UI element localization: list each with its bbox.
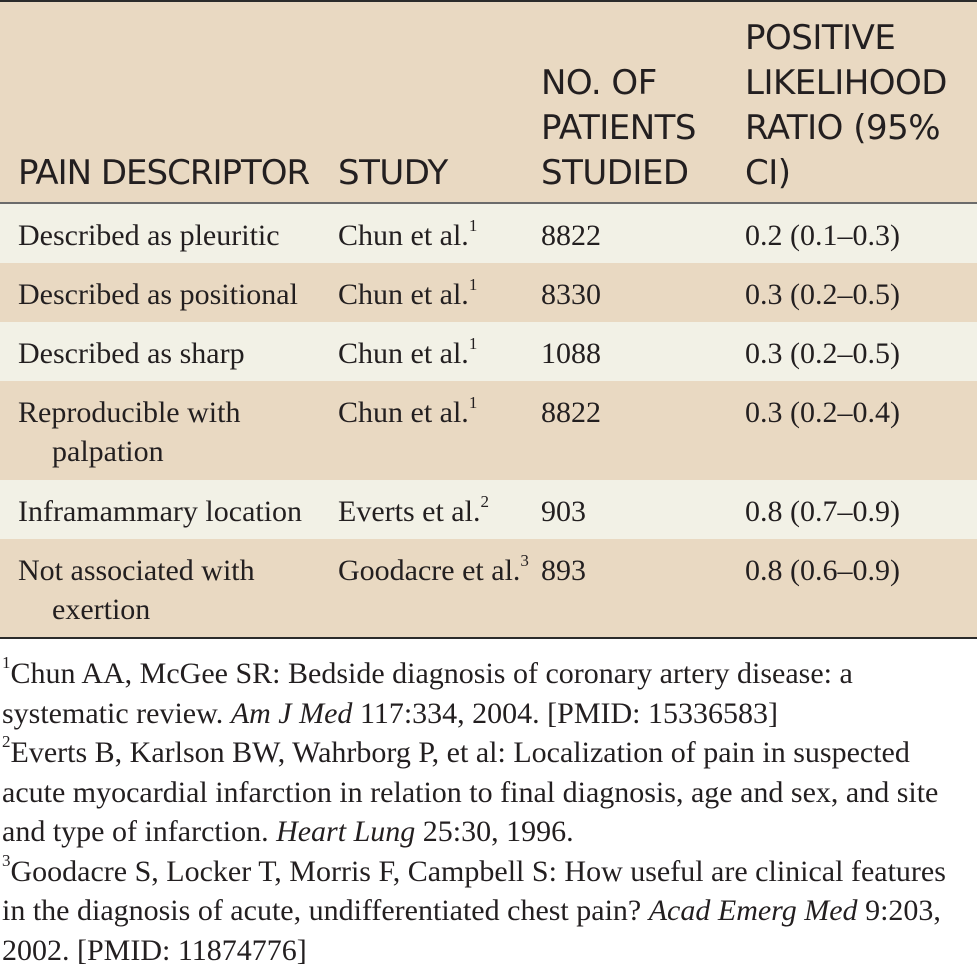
cell-study: Everts et al.$^2$ bbox=[338, 480, 541, 539]
table-body bbox=[0, 203, 977, 638]
journal-name: Acad Emerg Med bbox=[649, 894, 858, 927]
cell-patients: 903 bbox=[541, 480, 745, 539]
cell-patients: 1088 bbox=[541, 322, 745, 381]
reference-marker: 3 bbox=[520, 551, 529, 570]
journal-name: Am J Med bbox=[231, 697, 353, 730]
cell-study: Chun et al.$^1$ bbox=[338, 381, 541, 480]
cell-patients: 8822 bbox=[541, 203, 745, 263]
footnotes bbox=[2, 654, 972, 970]
reference-marker: 2 bbox=[480, 492, 489, 511]
cell-descriptor: Described as positional bbox=[0, 263, 338, 322]
reference-marker: 1 bbox=[469, 334, 478, 353]
footnote-number: 3 bbox=[2, 851, 11, 870]
cell-patients: 8330 bbox=[541, 263, 745, 322]
reference-marker: 1 bbox=[469, 275, 478, 294]
header-study: STUDY bbox=[338, 1, 541, 203]
table-row bbox=[0, 322, 977, 381]
footnote-number: 1 bbox=[2, 653, 11, 672]
cell-descriptor: Described as sharp bbox=[0, 322, 338, 381]
header-likelihood-ratio: POSITIVE LIKELIHOOD RATIO (95% CI) bbox=[745, 1, 977, 203]
table-row bbox=[0, 203, 977, 263]
cell-likelihood-ratio: 0.2 (0.1–0.3) bbox=[745, 203, 977, 263]
table-row bbox=[0, 480, 977, 539]
cell-patients: 893 bbox=[541, 539, 745, 638]
footnote-number: 2 bbox=[2, 732, 11, 751]
header-row bbox=[0, 1, 977, 203]
cell-study: Chun et al.$^1$ bbox=[338, 263, 541, 322]
cell-descriptor: Described as pleuritic bbox=[0, 203, 338, 263]
table-row bbox=[0, 381, 977, 480]
header-patients-studied: NO. OF PATIENTS STUDIED bbox=[541, 1, 745, 203]
footnote: $^2$Everts B, Karlson BW, Wahrborg P, et al: Localization of pain in suspected acute myocardial infarction in relation to final diagnosis, age and sex, and site and type of infarction. Heart Lung 25:30, 1996. bbox=[2, 733, 972, 852]
reference-marker: 1 bbox=[469, 393, 478, 412]
footnote: $^1$Chun AA, McGee SR: Bedside diagnosis of coronary artery disease: a systematic review. Am J Med 117:334, 2004. [PMID: 15336583] bbox=[2, 654, 972, 733]
table-row bbox=[0, 263, 977, 322]
cell-likelihood-ratio: 0.8 (0.6–0.9) bbox=[745, 539, 977, 638]
cell-likelihood-ratio: 0.3 (0.2–0.4) bbox=[745, 381, 977, 480]
cell-descriptor: Reproducible with palpation bbox=[0, 381, 338, 480]
journal-name: Heart Lung bbox=[276, 815, 415, 848]
table-header bbox=[0, 1, 977, 203]
cell-descriptor: Inframammary location bbox=[0, 480, 338, 539]
cell-likelihood-ratio: 0.3 (0.2–0.5) bbox=[745, 322, 977, 381]
cell-descriptor: Not associated with exertion bbox=[0, 539, 338, 638]
reference-marker: 1 bbox=[469, 216, 478, 235]
footnote: $^3$Goodacre S, Locker T, Morris F, Campbell S: How useful are clinical features in the diagnosis of acute, undifferentiated chest pain? Acad Emerg Med 9:203, 2002. [PMID: 11874776] bbox=[2, 852, 972, 970]
cell-likelihood-ratio: 0.3 (0.2–0.5) bbox=[745, 263, 977, 322]
cell-study: Chun et al.$^1$ bbox=[338, 322, 541, 381]
cell-likelihood-ratio: 0.8 (0.7–0.9) bbox=[745, 480, 977, 539]
table-row bbox=[0, 539, 977, 638]
cell-study: Goodacre et al.$^3$ bbox=[338, 539, 541, 638]
cell-patients: 8822 bbox=[541, 381, 745, 480]
cell-study: Chun et al.$^1$ bbox=[338, 203, 541, 263]
header-pain-descriptor: PAIN DESCRIPTOR bbox=[0, 1, 338, 203]
